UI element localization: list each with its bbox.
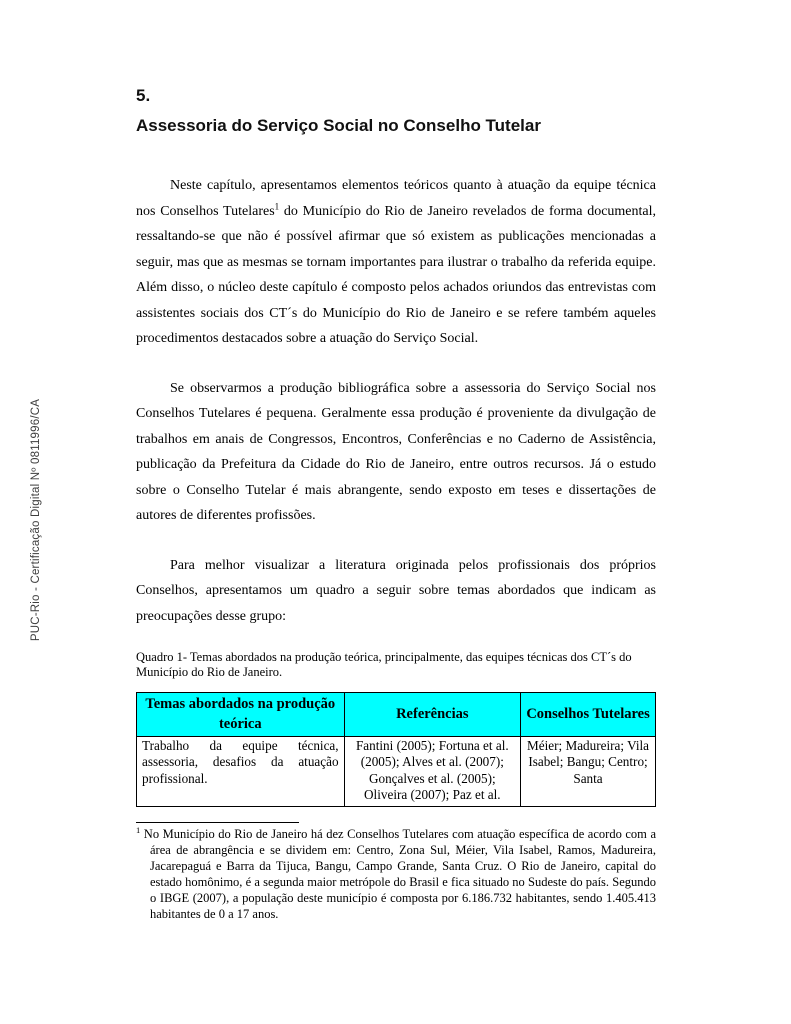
paragraph-quadro-lead-in: Para melhor visualizar a literatura originada pelos profissionais dos próprios Conselhos, apresentamos um quadro a seguir sobre temas abordados que indicam as preocupações desse grupo: — [136, 557, 656, 624]
chapter-title: Assessoria do Serviço Social no Conselho Tutelar — [136, 116, 541, 135]
footnote — [136, 826, 656, 922]
table-header-temas: Temas abordados na produção teórica — [137, 692, 345, 736]
footnote-text: No Município do Rio de Janeiro há dez Conselhos Tutelares com atuação específica de acordo com a área de abrangência e se dividem em: Centro, Zona Sul, Méier, Vila Isabel, Ramos, Madureira, Jacarepaguá e Barra da Tijuca, Bangu, Campo Grande, Santa Cruz. O Rio de Janeiro, capital do estado homônimo, é a segunda maior metrópole do Brasil e fica situado no Sudeste do país. Segundo o IBGE (2007), a população deste município é composta por 6.186.732 habitantes, sendo 1.405.413 habitantes de 0 a 17 anos. — [140, 826, 656, 921]
themes-table — [136, 692, 656, 807]
table-header-referencias: Referências — [344, 692, 520, 736]
certification-watermark: PUC-Rio - Certificação Digital Nº 0811996/CA — [30, 398, 42, 642]
table-cell-referencias: Fantini (2005); Fortuna et al. (2005); Alves et al. (2007); Gonçalves et al. (2005); Oliveira (2007); Paz et al. — [344, 736, 520, 806]
paragraph-intro-text-continued: do Município do Rio de Janeiro revelados de forma documental, ressaltando-se que não é possível afirmar que só existem as publicações mencionadas a seguir, mas que as mesmas se tornam importantes para ilustrar o trabalho da referida equipe. Além disso, o núcleo deste capítulo é composto pelos achados oriundos das entrevistas com assistentes sociais dos CT´s do Município do Rio de Janeiro e se refere também aqueles procedimentos destacados sobre a atuação do Serviço Social. — [136, 203, 656, 346]
table-cell-conselhos: Méier; Madureira; Vila Isabel; Bangu; Centro; Santa — [521, 736, 656, 806]
page-content — [136, 86, 656, 922]
footnote-reference-marker: 1 — [274, 200, 280, 211]
table-cell-tema: Trabalho da equipe técnica, assessoria, desafios da atuação profissional. — [137, 736, 345, 806]
paragraph-intro — [136, 173, 656, 352]
table-caption: Quadro 1- Temas abordados na produção teórica, principalmente, das equipes técnicas dos CT´s do Município do Rio de Janeiro. — [136, 650, 632, 679]
footnote-area — [136, 822, 656, 922]
paragraph-intro-text: Neste capítulo, apresentamos elementos teóricos quanto à atuação da equipe técnica nos Conselhos Tutelares — [136, 178, 656, 219]
table-row — [137, 736, 656, 806]
footnote-marker: 1 — [136, 824, 141, 835]
table-header-row — [137, 692, 656, 736]
paragraph-production: Se observarmos a produção bibliográfica sobre a assessoria do Serviço Social nos Conselhos Tutelares é pequena. Geralmente essa produção é proveniente da divulgação de trabalhos em anais de Congressos, Encontros, Conferências e no Caderno de Assistência, publicação da Prefeitura da Cidade do Rio de Janeiro, entre outros recursos. Já o estudo sobre o Conselho Tutelar é mais abrangente, sendo exposto em teses e dissertações de autores de diferentes profissões. — [136, 380, 656, 523]
table-header-conselhos: Conselhos Tutelares — [521, 692, 656, 736]
footnote-separator — [136, 822, 299, 823]
chapter-number: 5. — [136, 86, 151, 105]
